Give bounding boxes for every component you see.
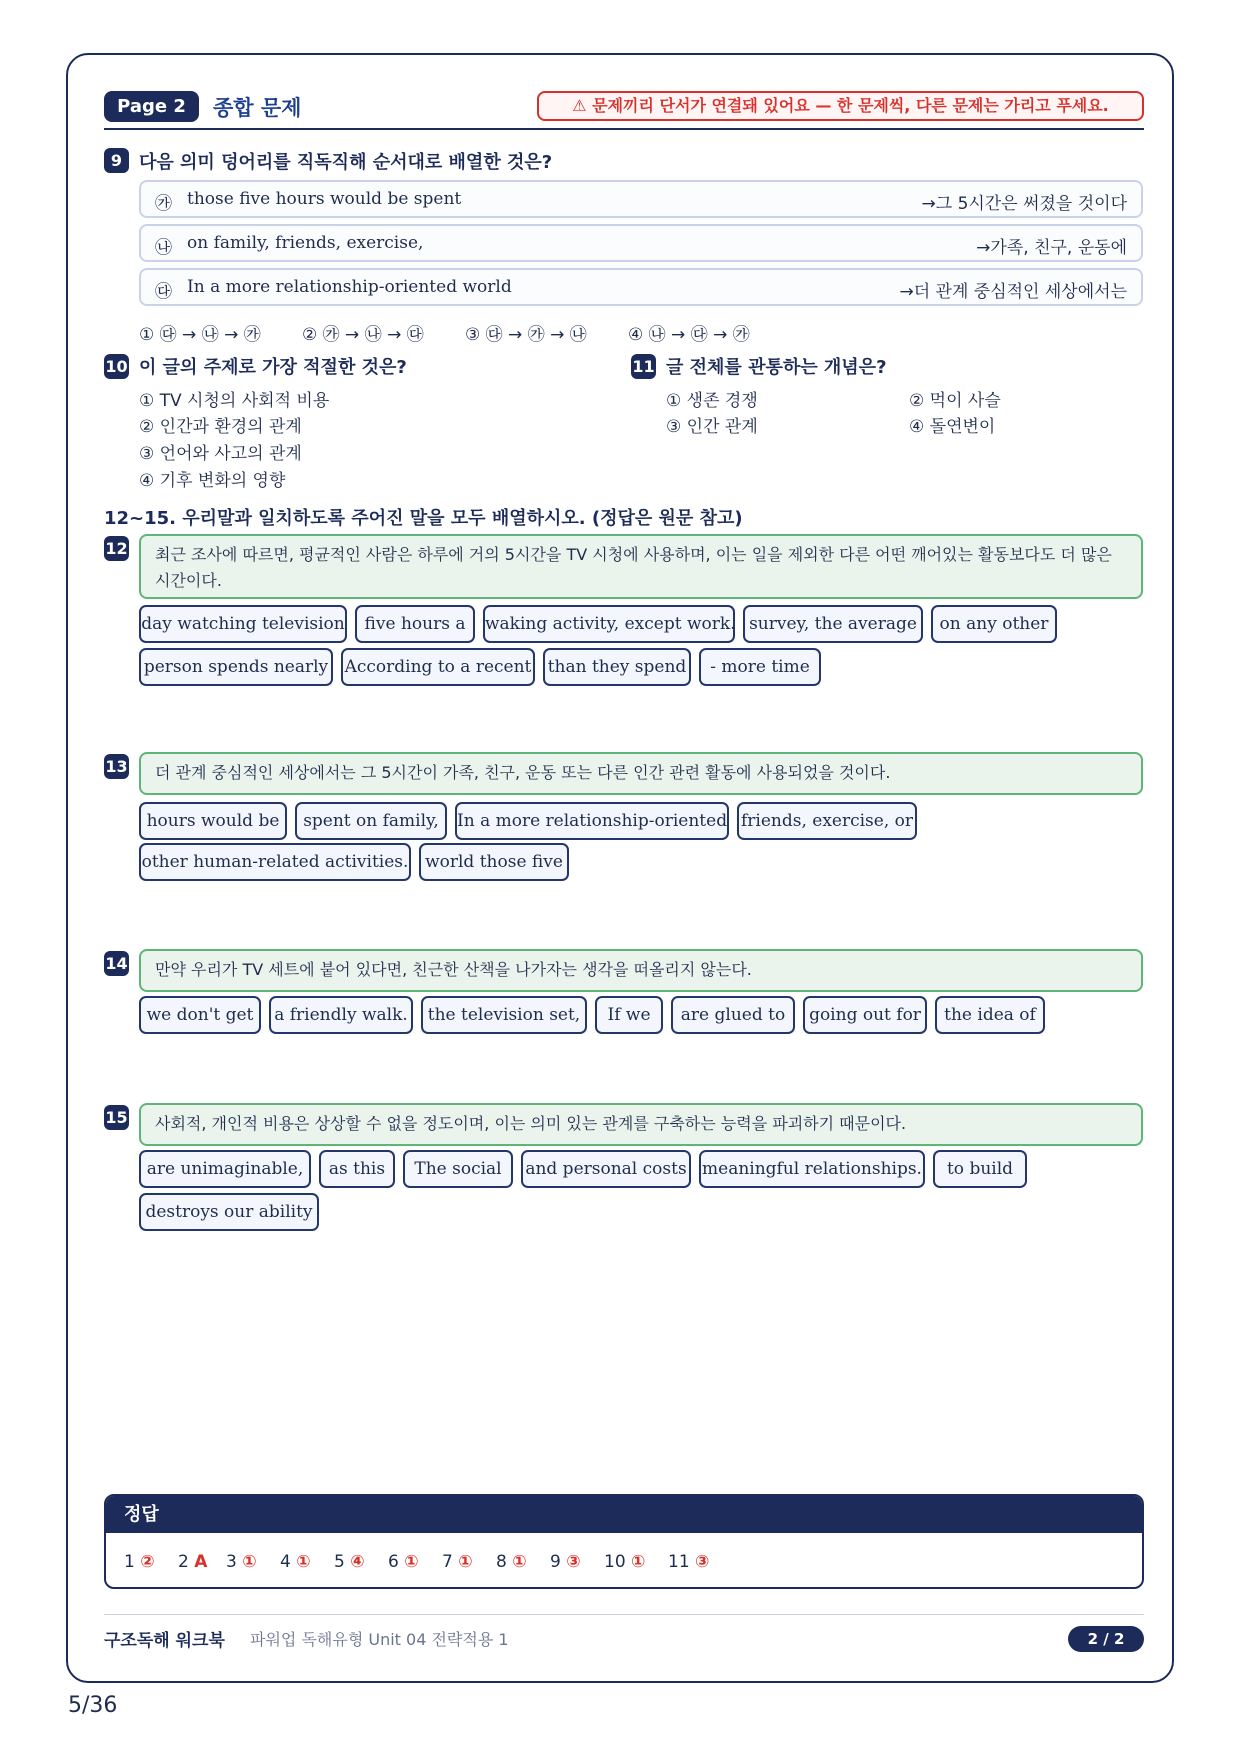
q13-word-tile[interactable]: other human-related activities. [139,843,411,881]
q14-word-tile[interactable]: we don't get [139,996,261,1034]
chunk-mark: ㉰ [155,282,172,302]
question-number-13: 13 [104,754,129,779]
q15-word-tile[interactable]: The social [403,1150,513,1188]
q11-option-3[interactable]: ③ 인간 관계 [666,417,758,437]
q14-word-tile[interactable]: are glued to [671,996,795,1034]
q13-word-tile[interactable]: friends, exercise, or [737,802,917,840]
q9-option-2[interactable]: ② ㉮ → ㉯ → ㉰ [302,325,424,345]
answer-item: 10 ① [604,1552,646,1572]
q15-word-tile[interactable]: as this [319,1150,395,1188]
q15-word-tile[interactable]: to build [933,1150,1027,1188]
instruction-12-15: 12~15. 우리말과 일치하도록 주어진 말을 모두 배열하시오. (정답은 원문 참고) [104,508,743,529]
answer-title: 정답 [106,1496,1142,1533]
q15-word-tile[interactable]: and personal costs [521,1150,691,1188]
page-label: Page 2 [104,91,199,122]
question-number-10: 10 [104,354,129,379]
chunk-mark: ㉮ [155,194,172,214]
q9-option-1[interactable]: ① ㉰ → ㉯ → ㉮ [139,325,261,345]
q15-prompt: 사회적, 개인적 비용은 상상할 수 없을 정도이며, 이는 의미 있는 관계를 구축하는 능력을 파괴하기 때문이다. [139,1103,1143,1146]
q9-option-4[interactable]: ④ ㉯ → ㉰ → ㉮ [628,325,750,345]
question-number-11: 11 [631,354,656,379]
q11-option-2[interactable]: ② 먹이 사슬 [909,391,1001,411]
question-number-9: 9 [104,148,129,173]
q12-word-tile[interactable]: on any other [931,605,1057,643]
footer-subtitle: 파워업 독해유형 Unit 04 전략적용 1 [250,1630,509,1649]
q15-word-tile[interactable]: destroys our ability [139,1193,319,1231]
section-title: 종합 문제 [213,96,302,120]
chunk-english: In a more relationship-oriented world [187,277,512,297]
answer-item: 1 ② [124,1552,155,1572]
q14-word-tile[interactable]: If we [595,996,663,1034]
q14-prompt: 만약 우리가 TV 세트에 붙어 있다면, 친근한 산책을 나가자는 생각을 떠올리지 않는다. [139,949,1143,992]
answer-box [104,1494,1144,1589]
q12-word-tile[interactable]: waking activity, except work. [483,605,735,643]
answer-item: 8 ① [496,1552,527,1572]
q10-option-1[interactable]: ① TV 시청의 사회적 비용 [139,391,330,411]
chunk-korean: →그 5시간은 써졌을 것이다 [921,194,1127,214]
q14-word-tile[interactable]: a friendly walk. [269,996,413,1034]
q12-word-tile[interactable]: - more time [699,648,821,686]
q10-option-3[interactable]: ③ 언어와 사고의 관계 [139,444,302,464]
chunk-na [139,224,1143,262]
q13-word-tile[interactable]: spent on family, [295,802,447,840]
chunk-da [139,268,1143,306]
chunk-english: those five hours would be spent [187,189,462,209]
answer-item: 2 A [178,1552,208,1572]
viewer-page-count: 5/36 [68,1693,118,1718]
q12-prompt: 최근 조사에 따르면, 평균적인 사람은 하루에 거의 5시간을 TV 시청에 사용하며, 이는 일을 제외한 다른 어떤 깨어있는 활동보다도 더 많은 시간이다. [139,534,1143,599]
q12-word-tile[interactable]: survey, the average [743,605,923,643]
q11-option-1[interactable]: ① 생존 경쟁 [666,391,758,411]
answer-item: 4 ① [280,1552,311,1572]
chunk-ga [139,180,1143,218]
q13-word-tile[interactable]: world those five [419,843,569,881]
q10-option-2[interactable]: ② 인간과 환경의 관계 [139,417,302,437]
q15-word-tile[interactable]: are unimaginable, [139,1150,311,1188]
q12-word-tile[interactable]: According to a recent [341,648,535,686]
chunk-korean: →가족, 친구, 운동에 [976,238,1127,258]
warning-banner: ⚠ 문제끼리 단서가 연결돼 있어요 — 한 문제씩, 다른 문제는 가리고 푸세요. [537,91,1144,121]
answer-item: 3 ① [226,1552,257,1572]
q12-word-tile[interactable]: five hours a [355,605,475,643]
chunk-english: on family, friends, exercise, [187,233,424,253]
answer-item: 6 ① [388,1552,419,1572]
question-10-text: 이 글의 주제로 가장 적절한 것은? [139,357,407,378]
header-divider [104,128,1144,130]
q14-word-tile[interactable]: the television set, [421,996,587,1034]
q14-word-tile[interactable]: the idea of [935,996,1045,1034]
q12-word-tile[interactable]: day watching television [139,605,347,643]
question-number-14: 14 [104,951,129,976]
footer-page-indicator: 2 / 2 [1068,1626,1144,1652]
answer-item: 9 ③ [550,1552,581,1572]
q9-option-3[interactable]: ③ ㉰ → ㉮ → ㉯ [465,325,587,345]
chunk-mark: ㉯ [155,238,172,258]
footer-divider [104,1614,1144,1615]
answer-item: 7 ① [442,1552,473,1572]
footer-title: 구조독해 워크북 [104,1631,225,1651]
q13-prompt: 더 관계 중심적인 세상에서는 그 5시간이 가족, 친구, 운동 또는 다른 인간 관련 활동에 사용되었을 것이다. [139,752,1143,795]
q13-word-tile[interactable]: hours would be [139,802,287,840]
question-11-text: 글 전체를 관통하는 개념은? [666,357,887,378]
chunk-korean: →더 관계 중심적인 세상에서는 [899,282,1127,302]
question-number-15: 15 [104,1105,129,1130]
q14-word-tile[interactable]: going out for [803,996,927,1034]
q10-option-4[interactable]: ④ 기후 변화의 영향 [139,471,286,491]
q15-word-tile[interactable]: meaningful relationships. [699,1150,925,1188]
q11-option-4[interactable]: ④ 돌연변이 [909,417,996,437]
answer-item: 5 ④ [334,1552,365,1572]
q12-word-tile[interactable]: than they spend [543,648,691,686]
question-9-text: 다음 의미 덩어리를 직독직해 순서대로 배열한 것은? [139,152,553,173]
answer-item: 11 ③ [668,1552,710,1572]
question-number-12: 12 [104,536,129,561]
q13-word-tile[interactable]: In a more relationship-oriented [455,802,729,840]
q12-word-tile[interactable]: person spends nearly [139,648,333,686]
